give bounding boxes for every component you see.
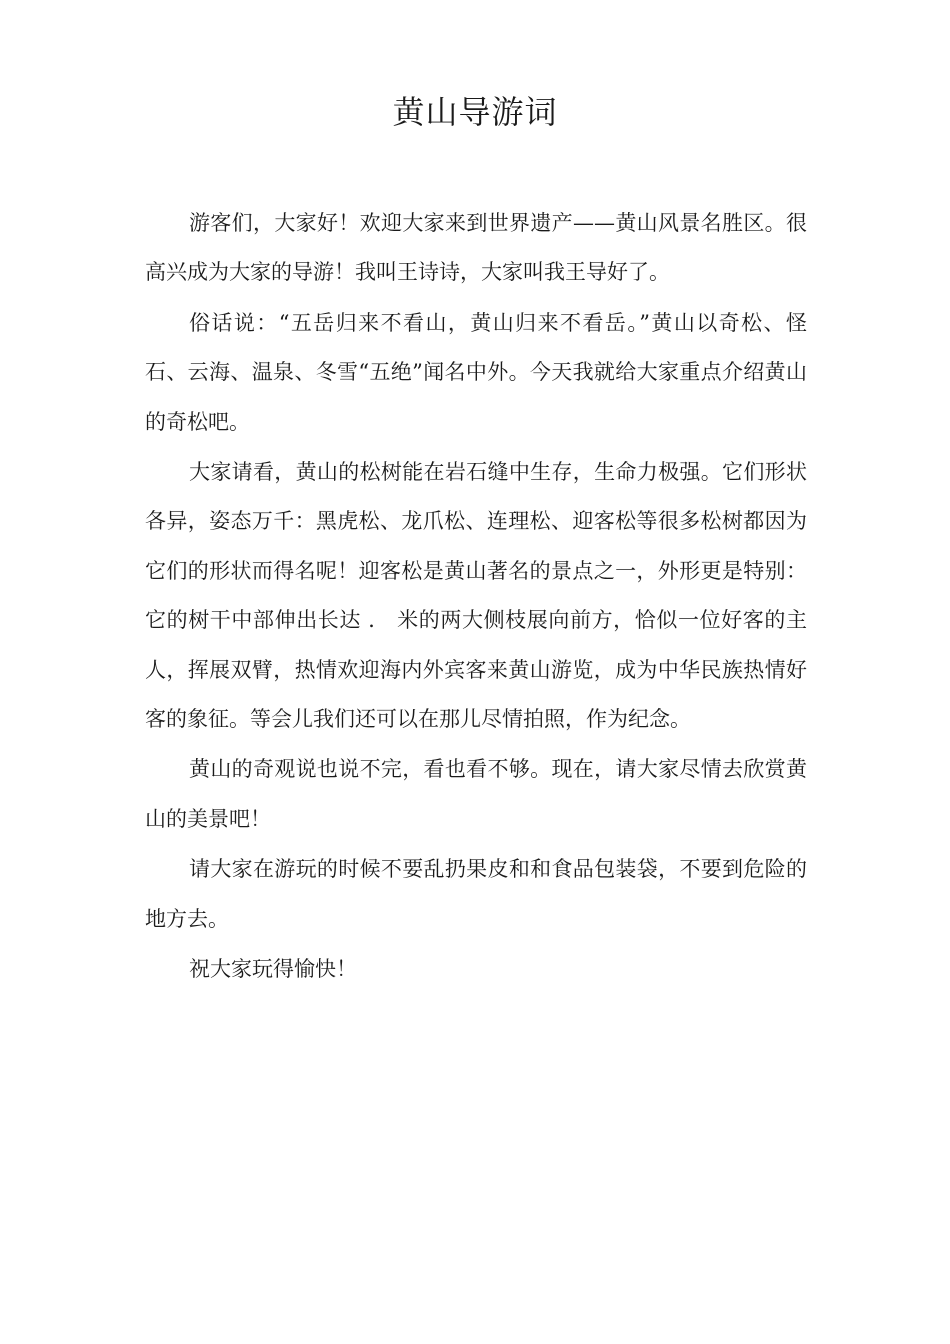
paragraph-farewell: 祝大家玩得愉快！: [189, 957, 357, 982]
paragraph-greeting: 游客们，大家好！欢迎大家来到世界遗产——黄山风景名胜区。很高兴成为大家的导游！我叫王诗诗，大家叫我王导好了。: [145, 211, 807, 285]
document-title: 黄山导游词: [392, 93, 558, 131]
paragraph-saying: 俗话说：“五岳归来不看山，黄山归来不看岳。”黄山以奇松、怪石、云海、温泉、冬雪“五绝”闻名中外。今天我就给大家重点介绍黄山的奇松吧。: [145, 310, 807, 434]
paragraph-reminder: 请大家在游玩的时候不要乱扔果皮和和食品包装袋，不要到危险的地方去。: [145, 857, 807, 931]
paragraph-invitation: 黄山的奇观说也说不完，看也看不够。现在，请大家尽情去欣赏黄山的美景吧！: [145, 757, 807, 831]
document-body: [145, 199, 807, 996]
paragraph-pines: 大家请看，黄山的松树能在岩石缝中生存，生命力极强。它们形状各异，姿态万千：黑虎松、龙爪松、连理松、迎客松等很多松树都因为它们的形状而得名呢！迎客松是黄山著名的景点之一，外形更是特别：它的树干中部伸出长达 ． 米的两大侧枝展向前方，恰似一位好客的主人，挥展双臂，热情欢迎海内外宾客来黄山游览，成为中华民族热情好客的象征。等会儿我们还可以在那儿尽情拍照，作为纪念。: [145, 460, 807, 732]
